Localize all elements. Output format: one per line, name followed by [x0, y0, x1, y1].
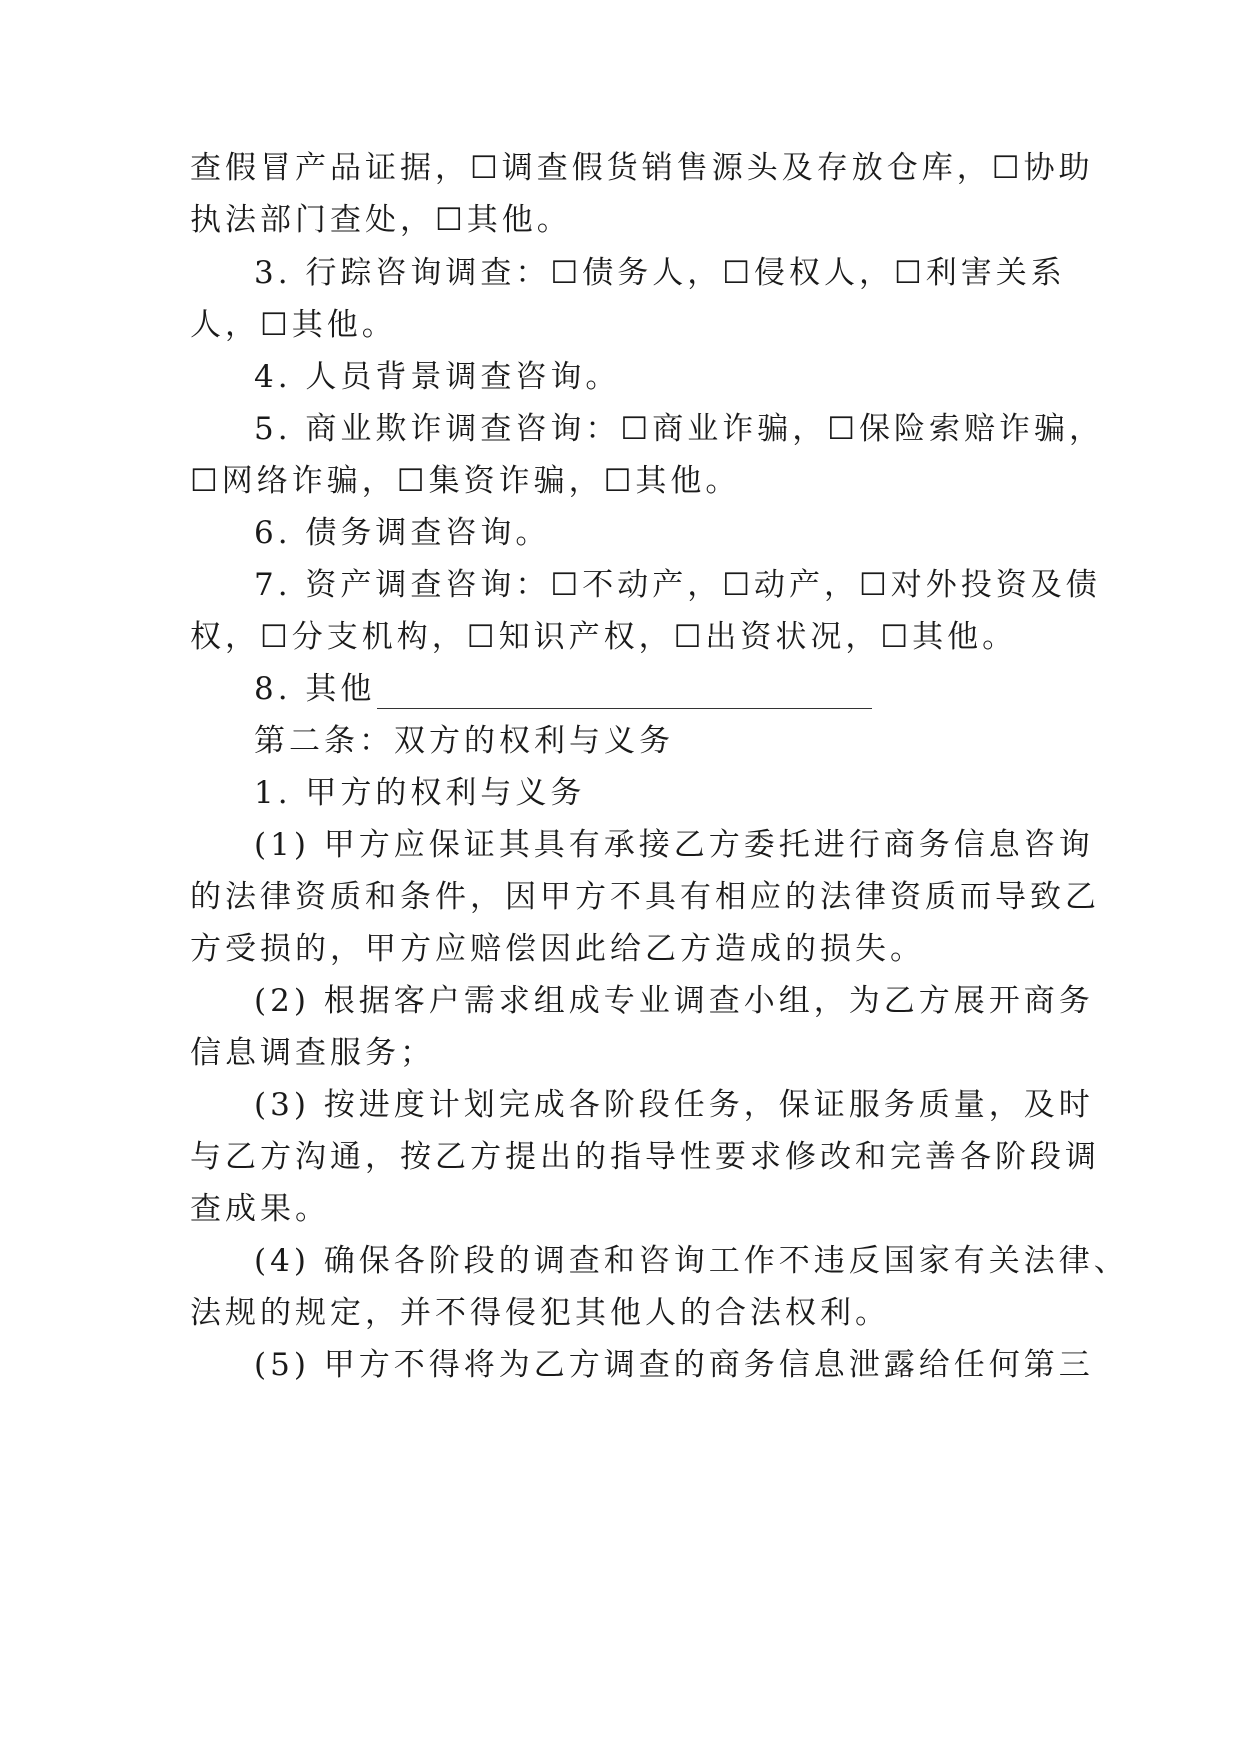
text-line: 法规的规定，并不得侵犯其他人的合法权利。 — [190, 1295, 890, 1331]
item-5-line: 5. 商业欺诈调查咨询：☐商业诈骗，☐保险索赔诈骗， — [254, 411, 1105, 447]
clause-5-line: (5) 甲方不得将为乙方调查的商务信息泄露给任何第三 — [254, 1347, 1094, 1383]
item-4-line: 4. 人员背景调查咨询。 — [254, 359, 621, 395]
text-line: 人，☐其他。 — [190, 307, 397, 343]
item-8-label: 8. 其他 — [254, 671, 376, 707]
clause-2-line: (2) 根据客户需求组成专业调查小组，为乙方展开商务 — [254, 983, 1094, 1019]
text-line: 权，☐分支机构，☐知识产权，☐出资状况，☐其他。 — [190, 619, 1018, 655]
clause-1-line: (1) 甲方应保证其具有承接乙方委托进行商务信息咨询 — [254, 827, 1094, 863]
section-heading: 第二条：双方的权利与义务 — [254, 723, 674, 759]
text-line: 的法律资质和条件，因甲方不具有相应的法律资质而导致乙 — [190, 879, 1100, 915]
clause-4-line: (4) 确保各阶段的调查和咨询工作不违反国家有关法律、 — [254, 1243, 1129, 1279]
text-line: 查成果。 — [190, 1191, 330, 1227]
fill-in-blank — [377, 680, 872, 709]
item-3-line: 3. 行踪咨询调查：☐债务人，☐侵权人，☐利害关系 — [254, 255, 1066, 291]
item-7-line: 7. 资产调查咨询：☐不动产，☐动产，☐对外投资及债 — [254, 567, 1101, 603]
item-8-line — [254, 669, 872, 709]
item-6-line: 6. 债务调查咨询。 — [254, 515, 551, 551]
text-line: 信息调查服务； — [190, 1035, 435, 1071]
subsection-heading: 1. 甲方的权利与义务 — [254, 775, 586, 811]
text-line: 查假冒产品证据，☐调查假货销售源头及存放仓库，☐协助 — [190, 150, 1094, 186]
text-line: ☐网络诈骗，☐集资诈骗，☐其他。 — [190, 463, 741, 499]
text-line: 方受损的，甲方应赔偿因此给乙方造成的损失。 — [190, 931, 925, 967]
text-line: 与乙方沟通，按乙方提出的指导性要求修改和完善各阶段调 — [190, 1139, 1100, 1175]
clause-3-line: (3) 按进度计划完成各阶段任务，保证服务质量，及时 — [254, 1087, 1094, 1123]
text-line: 执法部门查处，☐其他。 — [190, 202, 572, 238]
